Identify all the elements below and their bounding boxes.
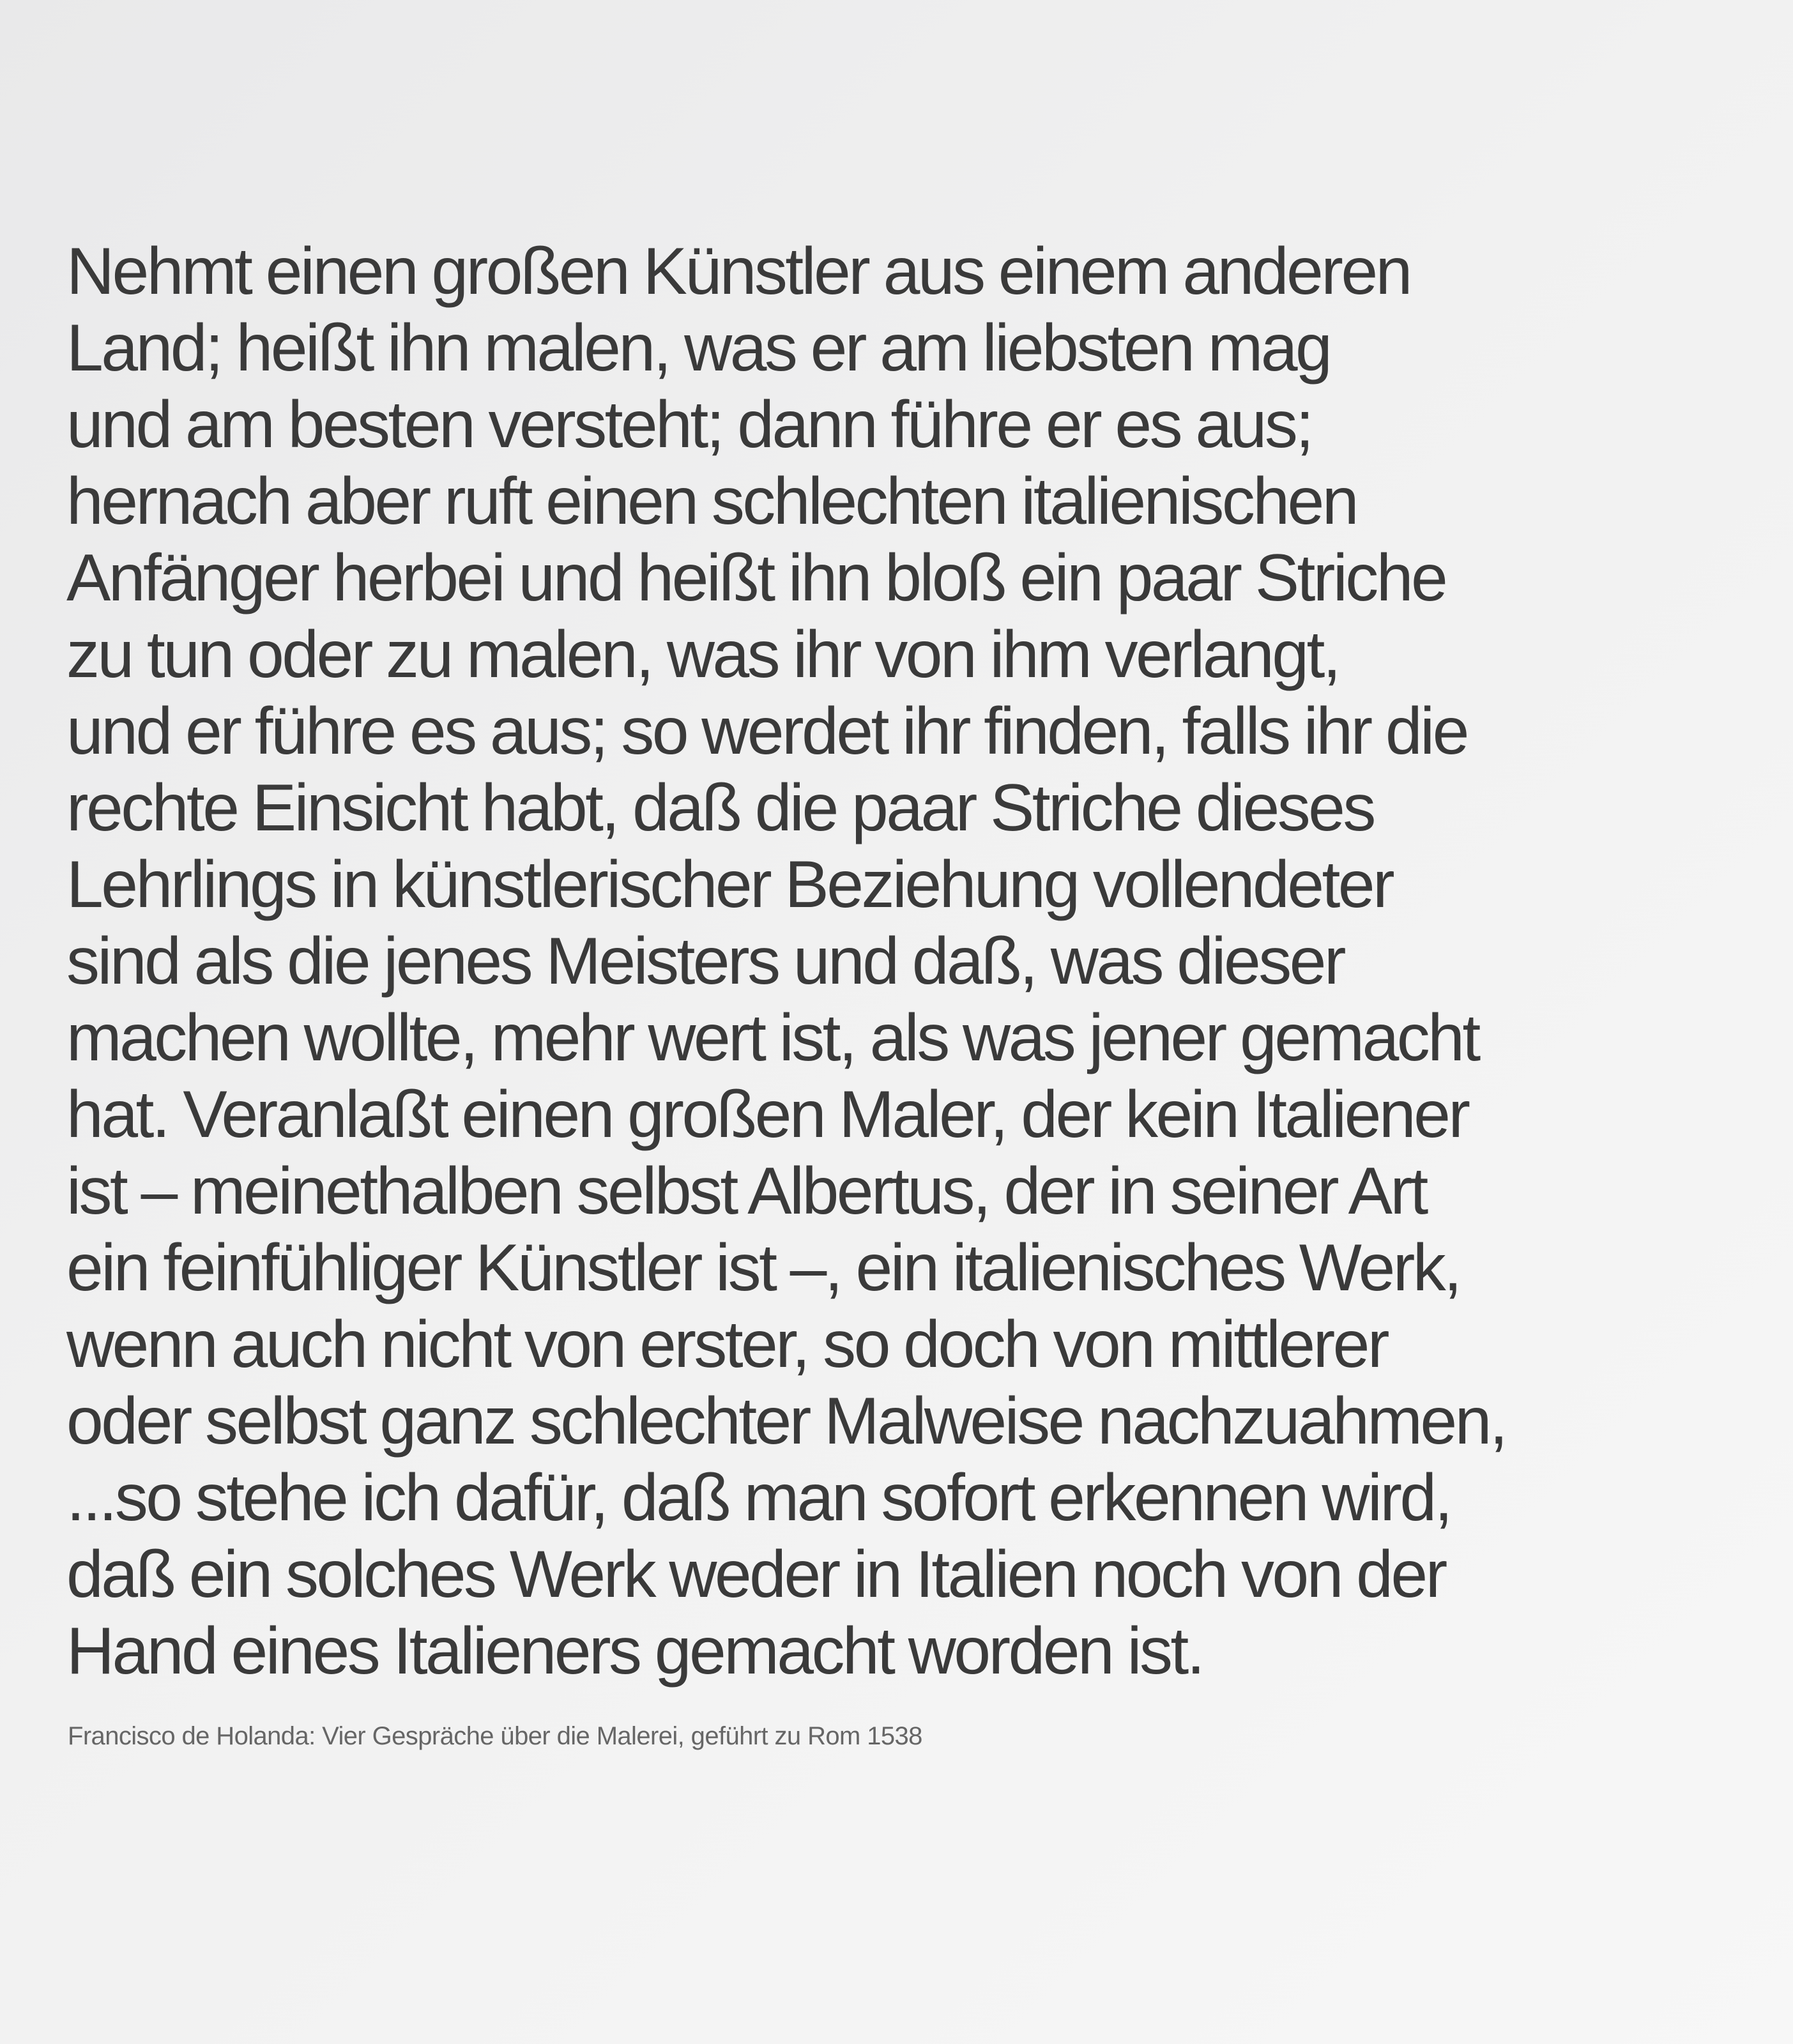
quote-text	[66, 233, 1702, 1689]
quote-line: Nehmt einen großen Künstler aus einem anderen	[66, 234, 1410, 309]
quote-line: Land; heißt ihn malen, was er am liebsten mag	[66, 311, 1331, 385]
quote-line: Anfänger herbei und heißt ihn bloß ein paar Striche	[66, 541, 1446, 615]
quote-line: wenn auch nicht von erster, so doch von mittlerer	[66, 1308, 1387, 1382]
quote-line: daß ein solches Werk weder in Italien noch von der	[66, 1537, 1446, 1612]
quote-line: ein feinfühliger Künstler ist –, ein italienisches Werk,	[66, 1231, 1460, 1305]
quote-line: ist – meinethalben selbst Albertus, der in seiner Art	[66, 1154, 1426, 1228]
quote-line: zu tun oder zu malen, was ihr von ihm verlangt,	[66, 618, 1339, 692]
quote-line: rechte Einsicht habt, daß die paar Striche dieses	[66, 771, 1374, 845]
citation: Francisco de Holanda: Vier Gespräche über die Malerei, geführt zu Rom 1538	[68, 1722, 922, 1750]
quote-line: oder selbst ganz schlechter Malweise nachzuahmen,	[66, 1384, 1506, 1458]
quote-line: ...so stehe ich dafür, daß man sofort erkennen wird,	[66, 1461, 1451, 1535]
quote-line: machen wollte, mehr wert ist, als was jener gemacht	[66, 1001, 1479, 1075]
quote-line: und am besten versteht; dann führe er es aus;	[66, 388, 1312, 462]
quote-line: Lehrlings in künstlerischer Beziehung vollendeter	[66, 848, 1393, 922]
quote-line: sind als die jenes Meisters und daß, was dieser	[66, 924, 1344, 998]
quote-line: Hand eines Italieners gemacht worden ist.	[66, 1614, 1203, 1688]
quote-line: hernach aber ruft einen schlechten italienischen	[66, 464, 1357, 538]
quote-line: und er führe es aus; so werdet ihr finden, falls ihr die	[66, 694, 1467, 768]
quote-line: hat. Veranlaßt einen großen Maler, der kein Italiener	[66, 1078, 1469, 1152]
